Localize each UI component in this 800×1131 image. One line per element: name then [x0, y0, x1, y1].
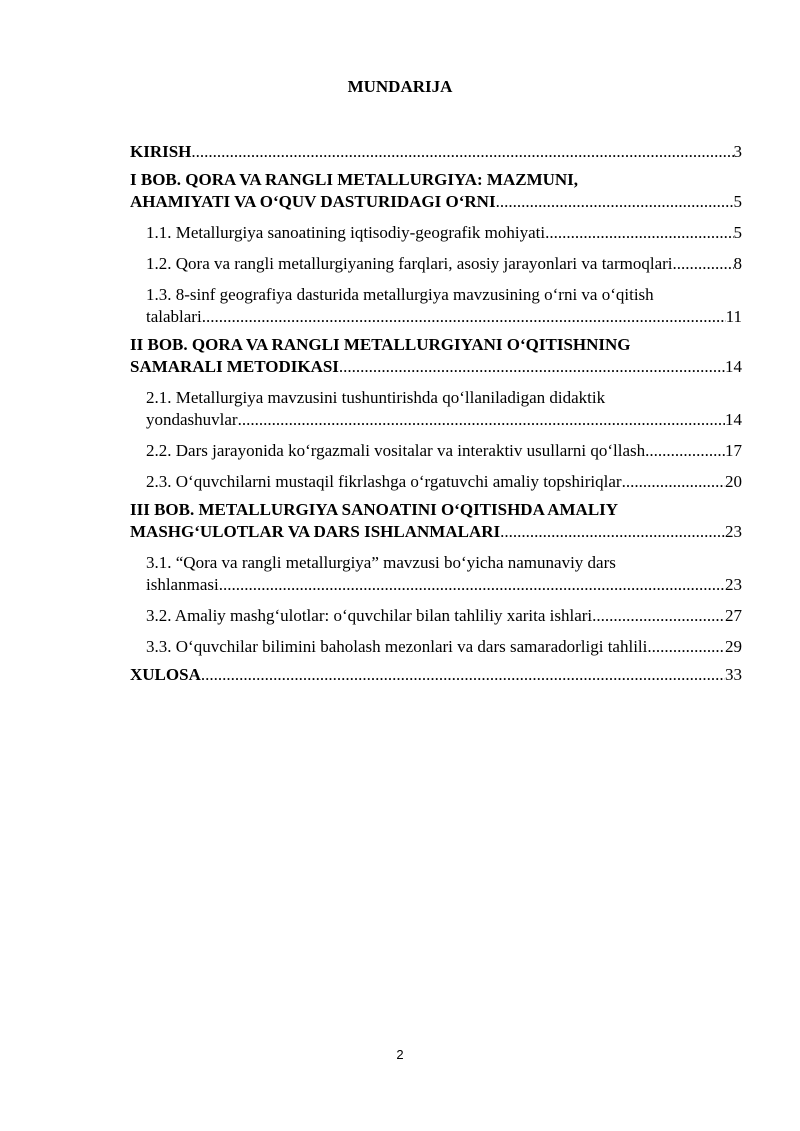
page-title: MUNDARIJA [347, 77, 453, 96]
toc-entry-chapter-2[interactable] [130, 334, 742, 378]
toc-page-number: 20 [725, 472, 742, 491]
toc-page-number: 5 [733, 223, 742, 242]
toc-page-number: 23 [725, 522, 742, 541]
toc-entry-kirish[interactable] [130, 141, 742, 163]
toc-page-number: 11 [725, 307, 742, 326]
toc-entry-title: XULOSA [130, 665, 201, 684]
toc-entry-3-3[interactable] [130, 636, 742, 658]
toc-entry-3-2[interactable] [130, 605, 742, 627]
dot-leader [238, 409, 725, 431]
dot-leader [191, 141, 733, 163]
dot-leader [592, 605, 725, 627]
toc-page-number: 33 [725, 665, 742, 684]
toc-entry-title-line-2: talablari [146, 307, 202, 326]
dot-leader [645, 440, 725, 462]
toc-page-number: 5 [733, 192, 742, 211]
toc-page-number: 3 [733, 142, 742, 161]
toc-entry-title-line-2: MASHG‘ULOTLAR VA DARS ISHLANMALARI [130, 522, 501, 541]
toc-entry-xulosa[interactable] [130, 664, 742, 686]
toc-entry-title: 3.3. O‘quvchilar bilimini baholash mezonlari va dars samaradorligi tahlili [146, 637, 648, 656]
toc-entry-2-2[interactable] [130, 440, 742, 462]
dot-leader [673, 253, 734, 275]
toc-entry-1-2[interactable] [130, 253, 742, 275]
toc-page-number: 14 [725, 357, 742, 376]
table-of-contents [130, 141, 742, 686]
dot-leader [622, 471, 725, 493]
dot-leader [219, 574, 725, 596]
toc-entry-title: 1.2. Qora va rangli metallurgiyaning farqlari, asosiy jarayonlari va tarmoqlari [146, 254, 673, 273]
toc-entry-title-line-2: ishlanmasi [146, 575, 219, 594]
toc-entry-title-line-1: III BOB. METALLURGIYA SANOATINI O‘QITISHDA AMALIY [130, 500, 619, 519]
toc-entry-title-line-1: II BOB. QORA VA RANGLI METALLURGIYANI O‘QITISHNING [130, 335, 631, 354]
dot-leader [201, 664, 725, 686]
toc-entry-title-line-1: 1.3. 8-sinf geografiya dasturida metallurgiya mavzusining o‘rni va o‘qitish [146, 285, 654, 304]
toc-entry-title: KIRISH [130, 142, 192, 161]
toc-entry-1-1[interactable] [130, 222, 742, 244]
toc-entry-title: 1.1. Metallurgiya sanoatining iqtisodiy-geografik mohiyati [146, 223, 546, 242]
dot-leader [500, 521, 725, 543]
dot-leader [339, 356, 725, 378]
dot-leader [647, 636, 725, 658]
toc-entry-title-line-2: SAMARALI METODIKASI [130, 357, 339, 376]
toc-entry-title-line-2: AHAMIYATI VA O‘QUV DASTURIDAGI O‘RNI [130, 192, 496, 211]
toc-entry-title-line-1: 2.1. Metallurgiya mavzusini tushuntirishda qo‘llaniladigan didaktik [146, 388, 606, 407]
toc-page-number: 27 [725, 606, 742, 625]
toc-entry-2-1[interactable] [130, 387, 742, 431]
toc-page-number: 23 [725, 575, 742, 594]
page-number: 2 [396, 1047, 404, 1062]
toc-entry-title: 2.3. O‘quvchilarni mustaqil fikrlashga o‘rgatuvchi amaliy topshiriqlar [146, 472, 622, 491]
toc-entry-chapter-3[interactable] [130, 499, 742, 543]
dot-leader [202, 306, 726, 328]
toc-page-number: 8 [733, 254, 742, 273]
toc-entry-title-line-2: yondashuvlar [146, 410, 238, 429]
toc-entry-title-line-1: I BOB. QORA VA RANGLI METALLURGIYA: MAZMUNI, [130, 170, 579, 189]
toc-page-number: 29 [725, 637, 742, 656]
toc-entry-chapter-1[interactable] [130, 169, 742, 213]
dot-leader [496, 191, 734, 213]
toc-entry-title: 3.2. Amaliy mashg‘ulotlar: o‘quvchilar bilan tahliliy xarita ishlari [146, 606, 593, 625]
toc-page-number: 17 [725, 441, 742, 460]
toc-entry-title: 2.2. Dars jarayonida ko‘rgazmali vositalar va interaktiv usullarni qo‘llash [146, 441, 646, 460]
toc-entry-title-line-1: 3.1. “Qora va rangli metallurgiya” mavzusi bo‘yicha namunaviy dars [146, 553, 616, 572]
toc-entry-3-1[interactable] [130, 552, 742, 596]
toc-entry-1-3[interactable] [130, 284, 742, 328]
toc-entry-2-3[interactable] [130, 471, 742, 493]
toc-page-number: 14 [725, 410, 742, 429]
dot-leader [545, 222, 733, 244]
